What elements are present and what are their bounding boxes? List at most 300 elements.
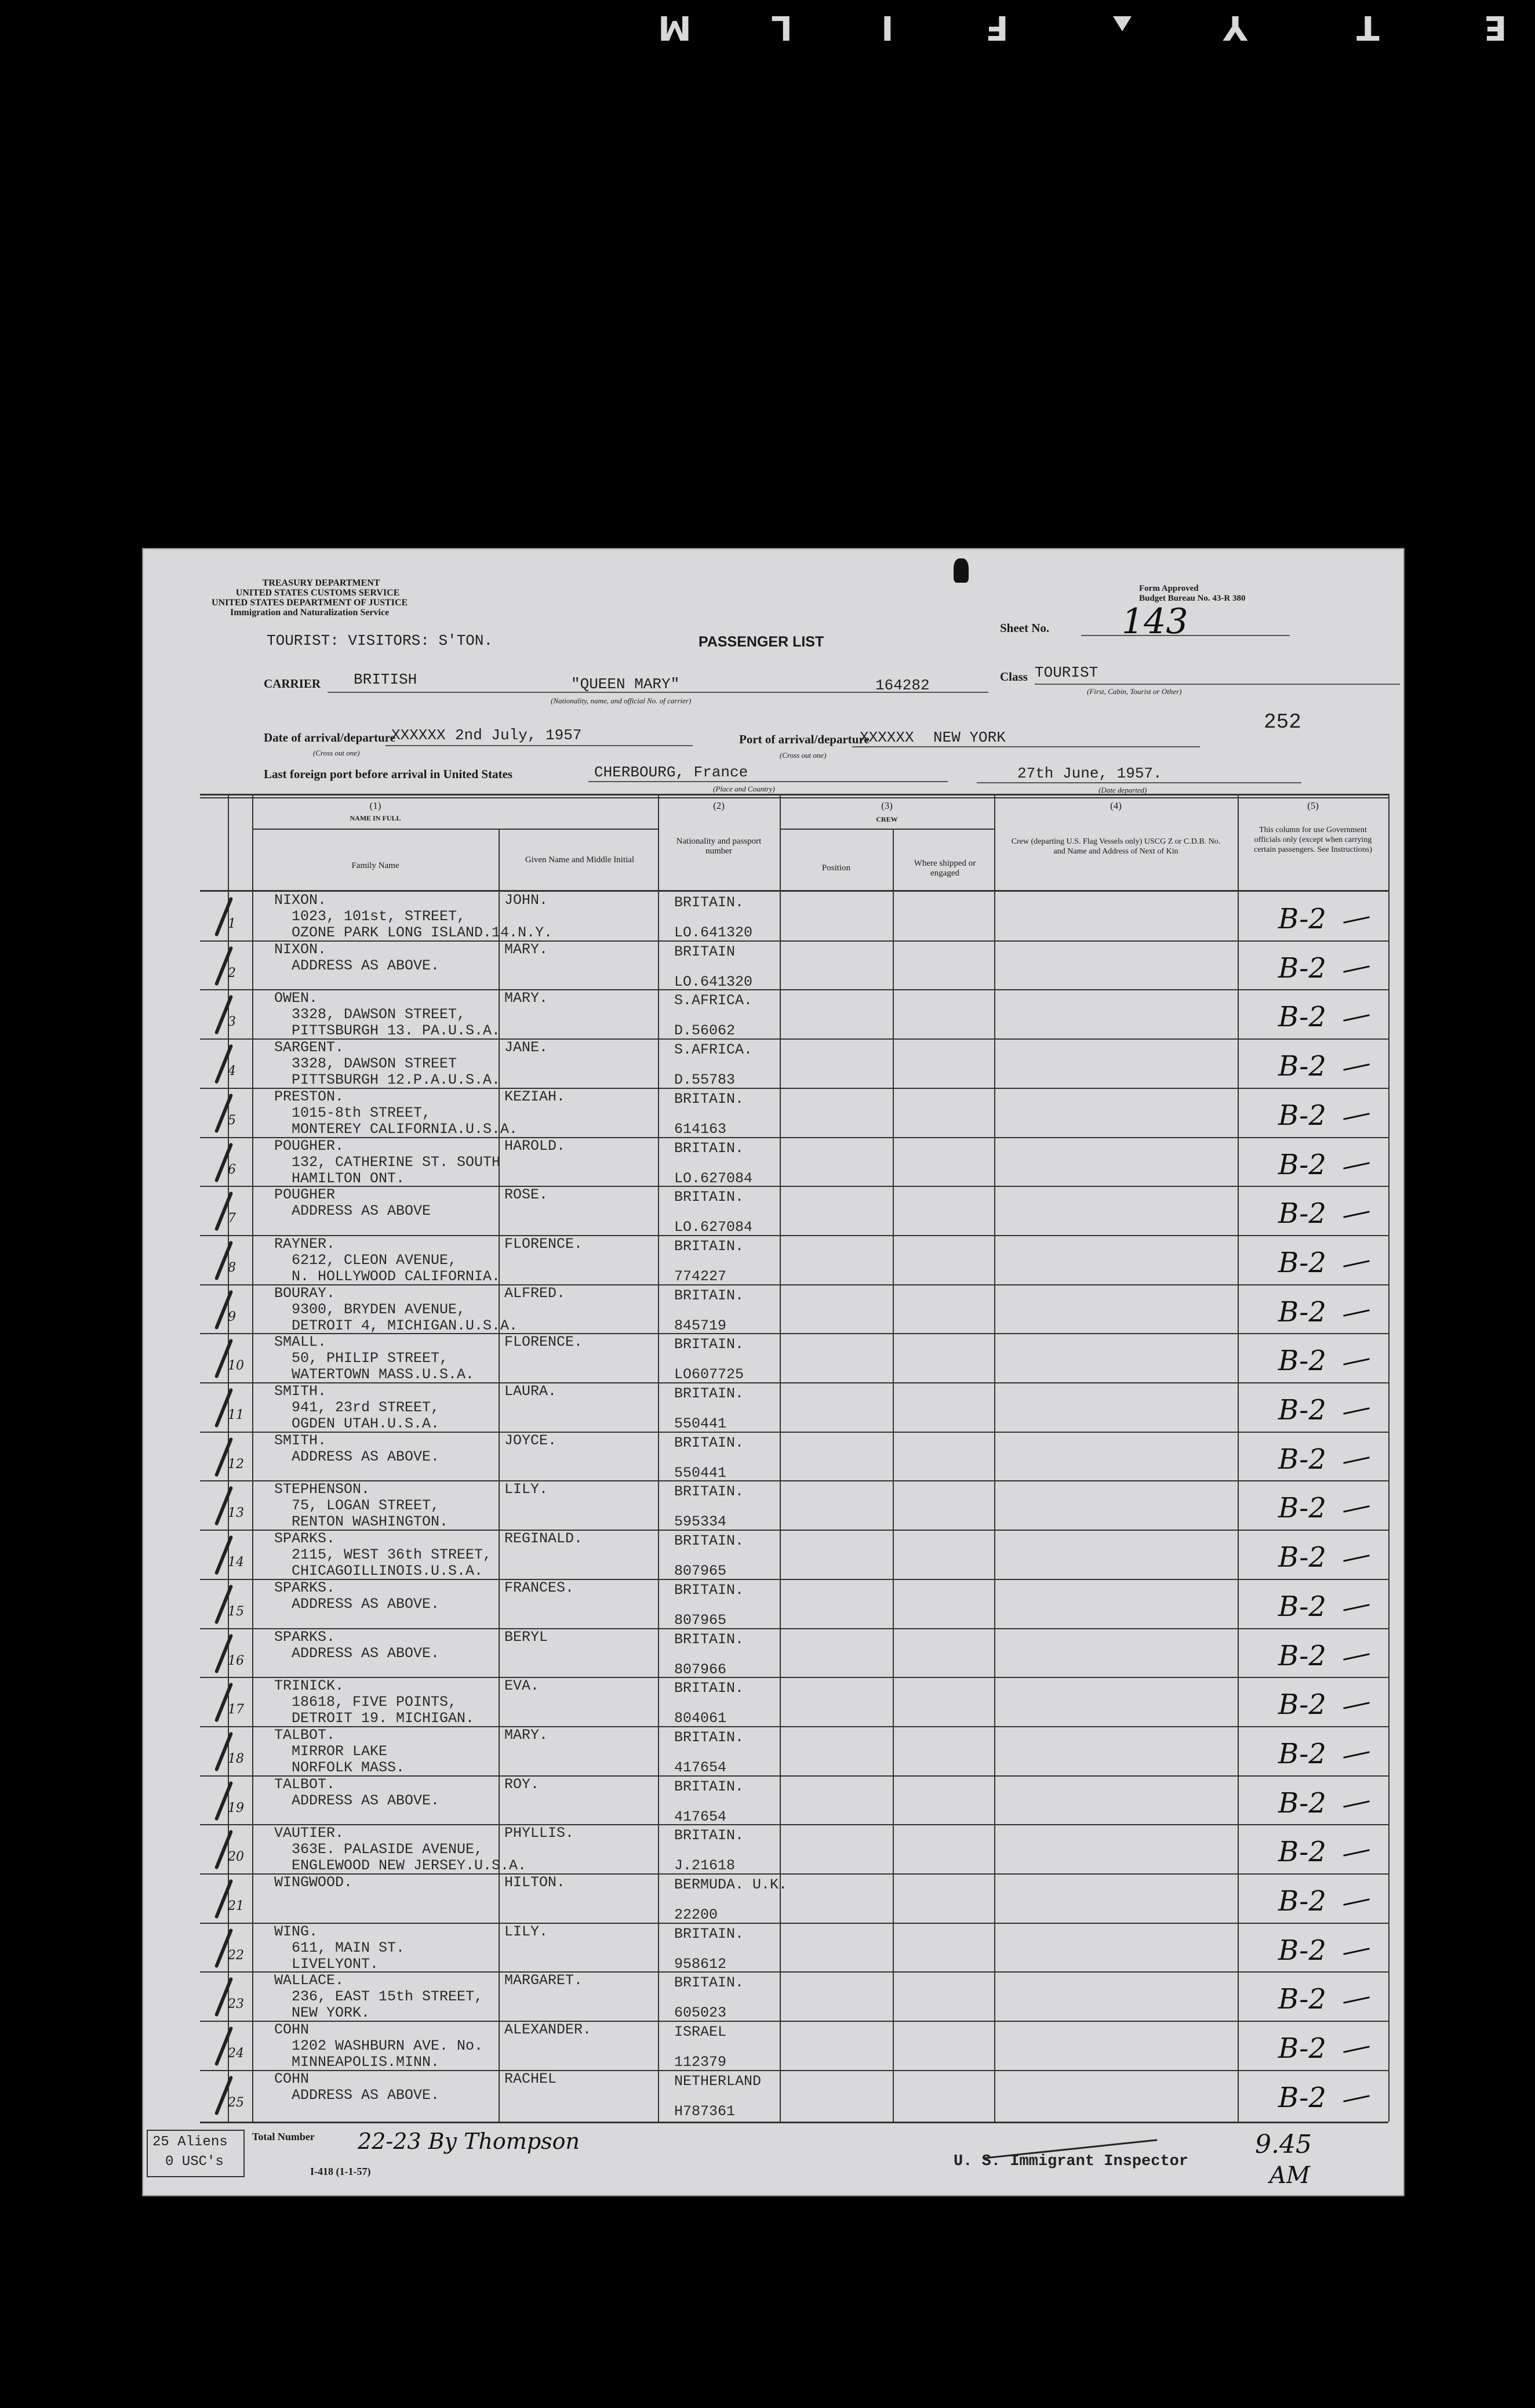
- mark-underline: [1343, 1948, 1370, 1955]
- given-name: KEZIAH.: [504, 1088, 566, 1105]
- row-number: 12: [228, 1457, 244, 1472]
- passenger-list-sheet: [142, 548, 1405, 2196]
- visa-class-mark: B-2: [1278, 1295, 1326, 1328]
- class-value: TOURIST: [1035, 664, 1098, 681]
- given-name: JOYCE.: [504, 1432, 557, 1449]
- address-line-2: OZONE PARK LONG ISLAND.14.N.Y.: [292, 924, 553, 941]
- row-number: 4: [228, 1064, 236, 1079]
- film-letter: I: [881, 8, 894, 48]
- visa-class-mark: B-2: [1278, 1541, 1326, 1574]
- visa-class-mark: B-2: [1278, 903, 1326, 935]
- nationality: S.AFRICA.: [674, 1041, 753, 1059]
- row-number: 16: [228, 1653, 244, 1668]
- page-title: PASSENGER LIST: [699, 634, 824, 650]
- nationality: BRITAIN.: [674, 1385, 744, 1402]
- visa-class-mark: B-2: [1278, 2081, 1326, 2114]
- given-name: FRANCES.: [504, 1579, 574, 1596]
- nationality: BRITAIN.: [674, 1532, 744, 1550]
- passport-number: 807966: [674, 1661, 727, 1678]
- table-row: [142, 1236, 1405, 1286]
- nationality: BRITAIN.: [674, 1778, 744, 1795]
- arrival-date: 2nd July, 1957: [455, 727, 582, 744]
- visa-class-mark: B-2: [1278, 1786, 1326, 1819]
- col1-number: (1): [369, 800, 381, 811]
- row-number: 21: [228, 1899, 244, 1913]
- given-name: MARY.: [504, 1726, 548, 1744]
- uscs-total: 0 USC's: [165, 2154, 224, 2170]
- address-line-1: 50, PHILIP STREET,: [292, 1350, 449, 1367]
- row-number: 2: [228, 965, 236, 980]
- address-line-1: 611, MAIN ST.: [292, 1939, 405, 1956]
- agency-header: TREASURY DEPARTMENT UNITED STATES CUSTOMS SERVICE UNITED STATES DEPARTMENT OF JUSTICE Immigration and Naturalization Service: [212, 578, 408, 618]
- family-name: COHN: [274, 2070, 310, 2087]
- time-note: 9.45: [1255, 2130, 1312, 2159]
- nationality: BRITAIN.: [674, 894, 744, 911]
- address-line-2: PITTSBURGH 13. PA.U.S.A.: [292, 1022, 501, 1040]
- mark-underline: [1343, 1211, 1370, 1218]
- passport-number: 774227: [674, 1267, 727, 1285]
- family-name: NIXON.: [274, 892, 327, 909]
- address-line-2: ENGLEWOOD NEW JERSEY.U.S.A.: [292, 1857, 527, 1875]
- table-row: [142, 942, 1405, 991]
- col5-title: This column for use Government officials only (except when carrying certain passengers. See Instructions): [1254, 826, 1372, 854]
- row-number: 7: [228, 1211, 236, 1226]
- family-name: RAYNER.: [274, 1235, 336, 1252]
- given-name: ROSE.: [504, 1186, 548, 1204]
- nationality: BERMUDA. U.K.: [674, 1876, 788, 1893]
- visa-class-mark: B-2: [1278, 1099, 1326, 1132]
- address-line-2: MINNEAPOLIS.MINN.: [292, 2054, 440, 2071]
- nationality: BRITAIN.: [674, 1925, 744, 1942]
- address-line-1: ADDRESS AS ABOVE.: [292, 1644, 440, 1662]
- row-number: 13: [228, 1506, 244, 1521]
- mark-underline: [1343, 1702, 1370, 1709]
- passport-number: 417654: [674, 1759, 727, 1776]
- table-row: [142, 2071, 1405, 2121]
- row-number: 14: [228, 1555, 244, 1570]
- date-label: Date of arrival/departure: [264, 731, 396, 744]
- address-line-2: RENTON WASHINGTON.: [292, 1513, 449, 1531]
- row-number: 5: [228, 1113, 236, 1128]
- address-line-1: 1015-8th STREET,: [292, 1104, 431, 1121]
- family-name: NIXON.: [274, 940, 327, 958]
- nationality: BRITAIN.: [674, 1680, 744, 1697]
- address-line-2: MONTEREY CALIFORNIA.U.S.A.: [292, 1120, 518, 1138]
- address-line-1: 2115, WEST 36th STREET,: [292, 1546, 492, 1564]
- address-line-1: ADDRESS AS ABOVE: [292, 1203, 431, 1220]
- address-line-2: PITTSBURGH 12.P.A.U.S.A.: [292, 1072, 501, 1089]
- address-line-1: 6212, CLEON AVENUE,: [292, 1251, 457, 1269]
- header-note: TOURIST: VISITORS: S'TON.: [267, 632, 493, 649]
- family-name: SPARKS.: [274, 1579, 336, 1596]
- table-row: [142, 1334, 1405, 1384]
- visa-class-mark: B-2: [1278, 1394, 1326, 1426]
- family-name: SMALL.: [274, 1334, 327, 1351]
- passport-number: 845719: [674, 1317, 727, 1334]
- passport-number: 804061: [674, 1710, 727, 1727]
- address-line-1: 1023, 101st, STREET,: [292, 908, 466, 925]
- carrier-number: 164282: [875, 677, 930, 694]
- col1-title: NAME IN FULL: [350, 814, 401, 822]
- col3-title: CREW: [876, 815, 898, 823]
- table-row: [142, 1678, 1405, 1728]
- table-row: [142, 1727, 1405, 1777]
- total-number-label: Total Number: [252, 2131, 315, 2142]
- visa-class-mark: B-2: [1278, 1983, 1326, 2016]
- passport-number: 807965: [674, 1611, 727, 1629]
- row-number: 6: [228, 1162, 236, 1177]
- passport-number: D.56062: [674, 1022, 736, 1040]
- film-triangle-icon: [1113, 16, 1132, 31]
- nationality: ISRAEL: [674, 2024, 727, 2041]
- table-row: [142, 1481, 1405, 1531]
- passport-number: LO.627084: [674, 1170, 753, 1187]
- family-name: VAUTIER.: [274, 1825, 344, 1842]
- mark-underline: [1343, 1162, 1370, 1169]
- row-number: 17: [228, 1702, 244, 1717]
- mark-underline: [1343, 965, 1370, 972]
- mark-underline: [1343, 1850, 1370, 1857]
- table-row: [142, 1433, 1405, 1483]
- col-family-name: Family Name: [351, 861, 399, 870]
- given-name: MARY.: [504, 940, 548, 958]
- family-name: SARGENT.: [274, 1039, 344, 1056]
- visa-class-mark: B-2: [1278, 1737, 1326, 1770]
- given-name: ROY.: [504, 1775, 540, 1793]
- given-name: HILTON.: [504, 1874, 566, 1891]
- col-where-shipped: Where shipped or engaged: [914, 859, 976, 878]
- crossout-caption-port: (Cross out one): [780, 751, 827, 760]
- film-letter: L: [771, 8, 792, 48]
- address-line-1: 3328, DAWSON STREET,: [292, 1006, 466, 1023]
- col2-title: Nationality and passport number: [676, 837, 762, 856]
- visa-class-mark: B-2: [1278, 1246, 1326, 1279]
- family-name: TRINICK.: [274, 1677, 344, 1695]
- carrier-name: "QUEEN MARY": [571, 675, 680, 693]
- passport-number: H787361: [674, 2102, 736, 2120]
- arrival-port: NEW YORK: [933, 729, 1006, 746]
- nationality: BRITAIN.: [674, 1189, 744, 1206]
- passport-number: LO.627084: [674, 1219, 753, 1236]
- address-line-1: ADDRESS AS ABOVE.: [292, 957, 440, 974]
- family-name: SMITH.: [274, 1432, 327, 1449]
- mark-underline: [1343, 1653, 1370, 1660]
- passport-number: 958612: [674, 1955, 727, 1973]
- given-name: LILY.: [504, 1923, 548, 1940]
- address-line-1: 1202 WASHBURN AVE. No.: [292, 2037, 483, 2055]
- col2-number: (2): [713, 800, 725, 811]
- address-line-1: ADDRESS AS ABOVE.: [292, 1448, 440, 1465]
- table-row: [142, 1629, 1405, 1679]
- visa-class-mark: B-2: [1278, 1639, 1326, 1672]
- table-row: [142, 1383, 1405, 1433]
- carrier-caption: (Nationality, name, and official No. of carrier): [551, 696, 692, 705]
- given-name: RACHEL: [504, 2070, 557, 2087]
- passport-number: 112379: [674, 2054, 727, 2071]
- address-line-1: 18618, FIVE POINTS,: [292, 1694, 457, 1711]
- crossout-caption-date: (Cross out one): [313, 749, 360, 757]
- given-name: MARGARET.: [504, 1972, 583, 1989]
- nationality: BRITAIN: [674, 943, 736, 960]
- address-line-2: NORFOLK MASS.: [292, 1759, 405, 1776]
- date-crossed: XXXXXX: [391, 727, 446, 744]
- table-row: [142, 1875, 1405, 1924]
- mark-underline: [1343, 1359, 1370, 1365]
- col4-number: (4): [1110, 800, 1122, 811]
- row-number: 3: [228, 1015, 236, 1030]
- address-line-1: 132, CATHERINE ST. SOUTH: [292, 1153, 501, 1171]
- address-line-2: WATERTOWN MASS.U.S.A.: [292, 1366, 475, 1383]
- address-line-2: CHICAGOILLINOIS.U.S.A.: [292, 1563, 483, 1580]
- address-line-1: MIRROR LAKE: [292, 1742, 388, 1760]
- mark-underline: [1343, 1506, 1370, 1513]
- address-line-1: ADDRESS AS ABOVE.: [292, 1595, 440, 1612]
- col-position: Position: [821, 863, 851, 873]
- visa-class-mark: B-2: [1278, 1885, 1326, 1917]
- mark-underline: [1343, 1015, 1370, 1022]
- carrier-label: CARRIER: [264, 677, 321, 691]
- given-name: LAURA.: [504, 1383, 557, 1400]
- address-line-2: NEW YORK.: [292, 2004, 370, 2022]
- date-departed-caption: (Date departed): [1098, 786, 1147, 794]
- mark-underline: [1343, 1113, 1370, 1120]
- visa-class-mark: B-2: [1278, 951, 1326, 985]
- nationality: S.AFRICA.: [674, 992, 753, 1009]
- passport-number: 417654: [674, 1808, 727, 1825]
- row-number: 8: [228, 1260, 236, 1275]
- departure-date: 27th June, 1957.: [1017, 765, 1162, 782]
- nationality: BRITAIN.: [674, 1728, 744, 1746]
- nationality: BRITAIN.: [674, 1090, 744, 1107]
- nationality: BRITAIN.: [674, 1336, 744, 1353]
- given-name: EVA.: [504, 1677, 540, 1695]
- table-row: [142, 1825, 1405, 1875]
- mark-underline: [1343, 1309, 1370, 1316]
- row-number: 15: [228, 1604, 244, 1619]
- table-row: [142, 990, 1405, 1040]
- mark-underline: [1343, 1457, 1370, 1463]
- mark-underline: [1343, 1555, 1370, 1561]
- table-row: [142, 1531, 1405, 1581]
- row-number: 11: [228, 1408, 244, 1422]
- address-line-2: N. HOLLYWOOD CALIFORNIA.: [292, 1267, 501, 1285]
- passport-number: 550441: [674, 1464, 727, 1481]
- row-number: 24: [228, 2046, 244, 2061]
- mark-underline: [1343, 2046, 1370, 2053]
- family-name: TALBOT.: [274, 1775, 336, 1793]
- family-name: STEPHENSON.: [274, 1481, 370, 1498]
- given-name: PHYLLIS.: [504, 1825, 574, 1842]
- col4-title: Crew (departing U.S. Flag Vessels only) USCG Z or C.D.B. No. and Name and Address of Next of Kin: [1011, 837, 1221, 856]
- carrier-nationality: BRITISH: [354, 671, 417, 688]
- family-name: WINGWOOD.: [274, 1874, 353, 1891]
- stamp-number: 252: [1264, 710, 1301, 734]
- visa-class-mark: B-2: [1278, 1590, 1326, 1623]
- inspector-label: U. S. Immigrant Inspector: [954, 2153, 1189, 2170]
- visa-class-mark: B-2: [1278, 1345, 1326, 1378]
- address-line-1: ADDRESS AS ABOVE.: [292, 2086, 440, 2104]
- visa-class-mark: B-2: [1278, 1934, 1326, 1967]
- family-name: PRESTON.: [274, 1088, 344, 1105]
- form-approved-note: Form Approved Budget Bureau No. 43-R 380: [1139, 584, 1246, 603]
- table-row: [142, 1924, 1405, 1974]
- handwritten-total: 22-23 By Thompson: [358, 2129, 580, 2154]
- class-label: Class: [1000, 670, 1028, 684]
- aliens-total: 25 Aliens: [152, 2134, 228, 2150]
- visa-class-mark: B-2: [1278, 1688, 1326, 1721]
- table-row: [142, 1187, 1405, 1237]
- col-given-name: Given Name and Middle Initial: [525, 855, 635, 865]
- film-letter: M: [658, 8, 692, 48]
- mark-underline: [1343, 1898, 1370, 1905]
- passport-number: LO.641320: [674, 973, 753, 990]
- nationality: BRITAIN.: [674, 1139, 744, 1157]
- table-row: [142, 1138, 1405, 1188]
- given-name: LILY.: [504, 1481, 548, 1498]
- visa-class-mark: B-2: [1278, 1492, 1326, 1525]
- row-number: 22: [228, 1948, 244, 1963]
- class-caption: (First, Cabin, Tourist or Other): [1087, 687, 1182, 696]
- family-name: POUGHER: [274, 1186, 336, 1204]
- address-line-2: DETROIT 19. MICHIGAN.: [292, 1710, 475, 1727]
- family-name: OWEN.: [274, 990, 318, 1007]
- given-name: ALEXANDER.: [504, 2021, 592, 2039]
- given-name: REGINALD.: [504, 1530, 583, 1548]
- passport-number: D.55783: [674, 1072, 736, 1089]
- sheet-number-label: Sheet No.: [1000, 621, 1050, 635]
- given-name: JOHN.: [504, 892, 548, 909]
- table-row: [142, 1580, 1405, 1630]
- address-line-1: 3328, DAWSON STREET: [292, 1055, 457, 1073]
- mark-underline: [1343, 1997, 1370, 2004]
- visa-class-mark: B-2: [1278, 1001, 1326, 1034]
- given-name: MARY.: [504, 990, 548, 1007]
- visa-class-mark: B-2: [1278, 1836, 1326, 1869]
- mark-underline: [1343, 1063, 1370, 1070]
- family-name: WING.: [274, 1923, 318, 1940]
- nationality: BRITAIN.: [674, 1630, 744, 1648]
- passport-number: 550441: [674, 1415, 727, 1432]
- nationality: BRITAIN.: [674, 1287, 744, 1304]
- visa-class-mark: B-2: [1278, 1197, 1326, 1230]
- row-number: 1: [228, 917, 236, 931]
- table-row: [142, 1777, 1405, 1826]
- nationality: BRITAIN.: [674, 1974, 744, 1992]
- film-letter: T: [1356, 8, 1380, 48]
- family-name: SPARKS.: [274, 1628, 336, 1646]
- given-name: FLORENCE.: [504, 1334, 583, 1351]
- row-number: 18: [228, 1751, 244, 1766]
- given-name: ALFRED.: [504, 1284, 566, 1302]
- address-line-1: 941, 23rd STREET,: [292, 1399, 440, 1416]
- given-name: HAROLD.: [504, 1137, 566, 1154]
- row-number: 10: [228, 1359, 244, 1374]
- place-caption: (Place and Country): [713, 784, 775, 793]
- nationality: BRITAIN.: [674, 1237, 744, 1255]
- given-name: BERYL: [504, 1628, 548, 1646]
- row-number: 23: [228, 1997, 244, 2012]
- row-number: 20: [228, 1850, 244, 1865]
- last-port-value: CHERBOURG, France: [594, 764, 748, 781]
- passport-number: 807965: [674, 1563, 727, 1580]
- nationality: BRITAIN.: [674, 1483, 744, 1501]
- row-number: 9: [228, 1309, 236, 1324]
- visa-class-mark: B-2: [1278, 1443, 1326, 1476]
- family-name: POUGHER.: [274, 1137, 344, 1154]
- table-row: [142, 1973, 1405, 2022]
- family-name: SPARKS.: [274, 1530, 336, 1548]
- row-number: 19: [228, 1800, 244, 1815]
- film-letter: F: [985, 8, 1009, 48]
- nationality: NETHERLAND: [674, 2072, 762, 2090]
- film-letter: Y: [1223, 8, 1247, 48]
- staple-mark: [954, 558, 969, 583]
- family-name: BOURAY.: [274, 1284, 336, 1302]
- mark-underline: [1343, 1751, 1370, 1758]
- col3-number: (3): [881, 800, 893, 811]
- mark-underline: [1343, 1800, 1370, 1807]
- family-name: SMITH.: [274, 1383, 327, 1400]
- mark-underline: [1343, 916, 1370, 923]
- passport-number: LO607725: [674, 1366, 744, 1383]
- table-row: [142, 2022, 1405, 2072]
- mark-underline: [1343, 1260, 1370, 1267]
- sheet-number-value: 143: [1122, 601, 1188, 642]
- family-name: WALLACE.: [274, 1972, 344, 1989]
- address-line-2: DETROIT 4, MICHIGAN.U.S.A.: [292, 1317, 518, 1334]
- mark-underline: [1343, 2095, 1370, 2102]
- address-line-1: ADDRESS AS ABOVE.: [292, 1792, 440, 1809]
- mark-underline: [1343, 1407, 1370, 1414]
- last-port-label: Last foreign port before arrival in United States: [264, 767, 513, 781]
- given-name: FLORENCE.: [504, 1235, 583, 1252]
- table-row: [142, 1089, 1405, 1139]
- given-name: JANE.: [504, 1039, 548, 1056]
- port-label: Port of arrival/departure: [739, 732, 870, 746]
- film-letter: E: [1484, 8, 1507, 48]
- nationality: BRITAIN.: [674, 1827, 744, 1844]
- address-line-1: 75, LOGAN STREET,: [292, 1497, 440, 1514]
- visa-class-mark: B-2: [1278, 1148, 1326, 1181]
- visa-class-mark: B-2: [1278, 1050, 1326, 1083]
- visa-class-mark: B-2: [1278, 2032, 1326, 2065]
- row-number: 25: [228, 2095, 244, 2110]
- port-crossed: XXXXXX: [860, 729, 914, 746]
- mark-underline: [1343, 1604, 1370, 1611]
- address-line-1: 363E. PALASIDE AVENUE,: [292, 1841, 483, 1858]
- nationality: BRITAIN.: [674, 1581, 744, 1599]
- address-line-2: HAMILTON ONT.: [292, 1170, 405, 1187]
- table-row: [142, 1285, 1405, 1335]
- passport-number: LO.641320: [674, 924, 753, 941]
- address-line-1: 9300, BRYDEN AVENUE,: [292, 1301, 466, 1318]
- form-number: I-418 (1-1-57): [310, 2166, 371, 2177]
- passport-number: 614163: [674, 1120, 727, 1138]
- address-line-2: OGDEN UTAH.U.S.A.: [292, 1415, 440, 1432]
- passport-number: 22200: [674, 1906, 718, 1923]
- col5-number: (5): [1307, 800, 1319, 811]
- family-name: TALBOT.: [274, 1726, 336, 1744]
- table-row: [142, 1040, 1405, 1089]
- address-line-2: LIVELYONT.: [292, 1955, 379, 1973]
- initials: AM: [1270, 2162, 1310, 2189]
- address-line-1: 236, EAST 15th STREET,: [292, 1988, 483, 2006]
- film-edge-strip: [0, 0, 1535, 52]
- passport-number: 605023: [674, 2004, 727, 2022]
- table-row: [142, 892, 1405, 942]
- family-name: COHN: [274, 2021, 310, 2039]
- passport-number: 595334: [674, 1513, 727, 1531]
